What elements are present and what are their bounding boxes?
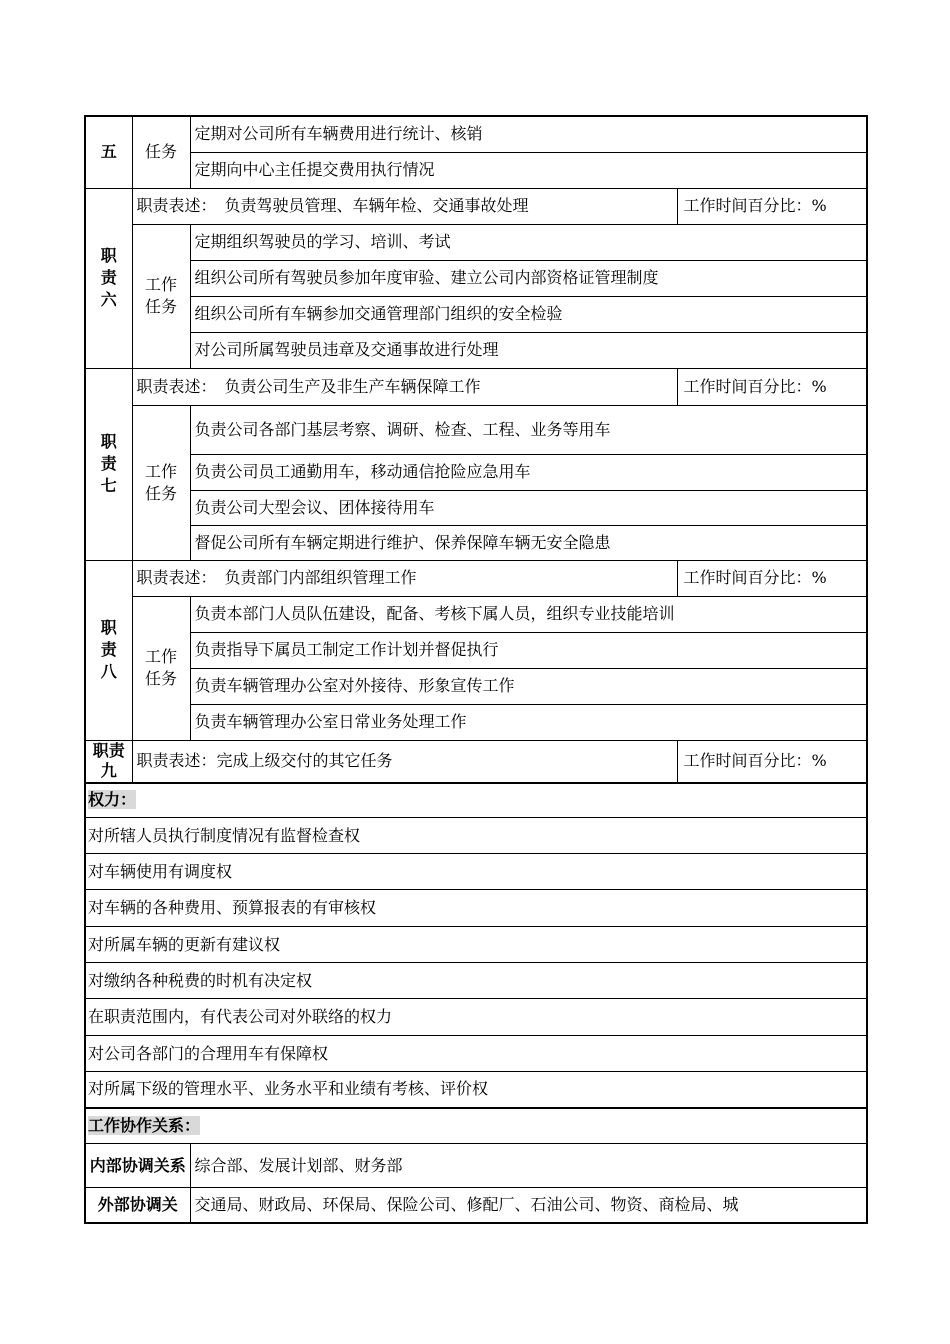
authority-item: 对车辆的各种费用、预算报表的有审核权 [85,890,867,927]
duty7-head [85,368,132,560]
duty8-task-label [132,596,190,740]
duty5-task: 定期对公司所有车辆费用进行统计、核销 [190,116,867,152]
duty6-task: 定期组织驾驶员的学习、培训、考试 [190,224,867,260]
duty6-task-row [85,224,867,260]
duty6-head-text: 职责六 [100,246,117,309]
duty5-head: 五 [85,116,132,188]
duty7-task-row [85,405,867,454]
duty7-time-pct: 工作时间百分比：% [677,368,867,405]
duty7-task: 负责公司各部门基层考察、调研、检查、工程、业务等用车 [190,405,867,454]
authority-row [85,963,867,999]
duty8-task: 负责车辆管理办公室日常业务处理工作 [190,704,867,740]
duty7-statement-row [85,368,867,405]
duty7-task-row [85,525,867,560]
authority-row [85,854,867,890]
authority-item: 对所辖人员执行制度情况有监督检查权 [85,818,867,854]
authority-title-text: 权力： [88,790,137,810]
duty6-task: 对公司所属驾驶员违章及交通事故进行处理 [190,332,867,368]
duty6-statement-row [85,188,867,224]
duty7-task: 督促公司所有车辆定期进行维护、保养保障车辆无安全隐患 [190,525,867,560]
duty7-task-label-text: 工作任务 [144,461,177,503]
duty7-task-row [85,454,867,490]
authority-item: 在职责范围内，有代表公司对外联络的权力 [85,999,867,1036]
relations-title [85,1108,867,1144]
duty5-row-2 [85,152,867,188]
duties-table [84,115,868,1224]
authority-item: 对车辆使用有调度权 [85,854,867,890]
external-relations-label: 外部协调关 [85,1188,190,1223]
duty9-time-pct: 工作时间百分比：% [677,740,867,783]
duty8-time-pct: 工作时间百分比：% [677,560,867,596]
authority-item: 对公司各部门的合理用车有保障权 [85,1036,867,1072]
duty8-task-label-text: 工作任务 [144,647,177,688]
duty7-task-label [132,405,190,560]
job-description-page [84,115,866,1224]
duty9-statement-row [85,740,867,783]
duty6-head [85,188,132,368]
authority-item: 对所属下级的管理水平、业务水平和业绩有考核、评价权 [85,1072,867,1108]
authority-title [85,783,867,818]
duty8-statement-row [85,560,867,596]
duty6-task-row [85,296,867,332]
duty7-head-text: 职责七 [100,432,117,495]
relations-external-row [85,1188,867,1223]
duty6-task-label [132,224,190,368]
duty6-task-row [85,260,867,296]
duty9-head [85,740,132,783]
authority-row [85,890,867,927]
duty9-statement: 职责表述：完成上级交付的其它任务 [132,740,677,783]
duty8-head [85,560,132,740]
internal-relations-value: 综合部、发展计划部、财务部 [190,1144,867,1188]
duty6-time-pct: 工作时间百分比：% [677,188,867,224]
internal-relations-label-text: 内部协调关系 [89,1155,186,1175]
duty7-task-row [85,490,867,525]
duty6-task-row [85,332,867,368]
internal-relations-label [85,1144,190,1188]
duty8-statement: 职责表述： 负责部门内部组织管理工作 [132,560,677,596]
duty8-task-row [85,704,867,740]
duty8-head-text: 职责八 [100,618,117,681]
authority-row [85,927,867,963]
duty8-task: 负责本部门人员队伍建设，配备、考核下属人员，组织专业技能培训 [190,596,867,632]
duty6-task-label-text: 工作任务 [144,275,177,316]
relations-internal-row [85,1144,867,1188]
relations-title-text: 工作协作关系： [88,1115,201,1135]
duty8-task: 负责指导下属员工制定工作计划并督促执行 [190,632,867,668]
relations-header-row [85,1108,867,1144]
duty8-task: 负责车辆管理办公室对外接待、形象宣传工作 [190,668,867,704]
duty5-task-label: 任务 [132,116,190,188]
authority-header-row [85,783,867,818]
duty8-task-row [85,632,867,668]
duty7-statement: 职责表述： 负责公司生产及非生产车辆保障工作 [132,368,677,405]
duty6-task: 组织公司所有驾驶员参加年度审验、建立公司内部资格证管理制度 [190,260,867,296]
authority-row [85,999,867,1036]
duty7-task: 负责公司员工通勤用车，移动通信抢险应急用车 [190,454,867,490]
duty5-task: 定期向中心主任提交费用执行情况 [190,152,867,188]
authority-row [85,818,867,854]
duty6-statement: 职责表述： 负责驾驶员管理、车辆年检、交通事故处理 [132,188,677,224]
authority-item: 对缴纳各种税费的时机有决定权 [85,963,867,999]
duty8-task-row [85,596,867,632]
duty8-task-row [85,668,867,704]
authority-item: 对所属车辆的更新有建议权 [85,927,867,963]
duty9-head-text: 职责九 [92,740,125,780]
duty7-task: 负责公司大型会议、团体接待用车 [190,490,867,525]
external-relations-value: 交通局、财政局、环保局、保险公司、修配厂、石油公司、物资、商检局、城 [190,1188,867,1223]
authority-row [85,1072,867,1108]
authority-row [85,1036,867,1072]
duty5-row-1 [85,116,867,152]
duty6-task: 组织公司所有车辆参加交通管理部门组织的安全检验 [190,296,867,332]
